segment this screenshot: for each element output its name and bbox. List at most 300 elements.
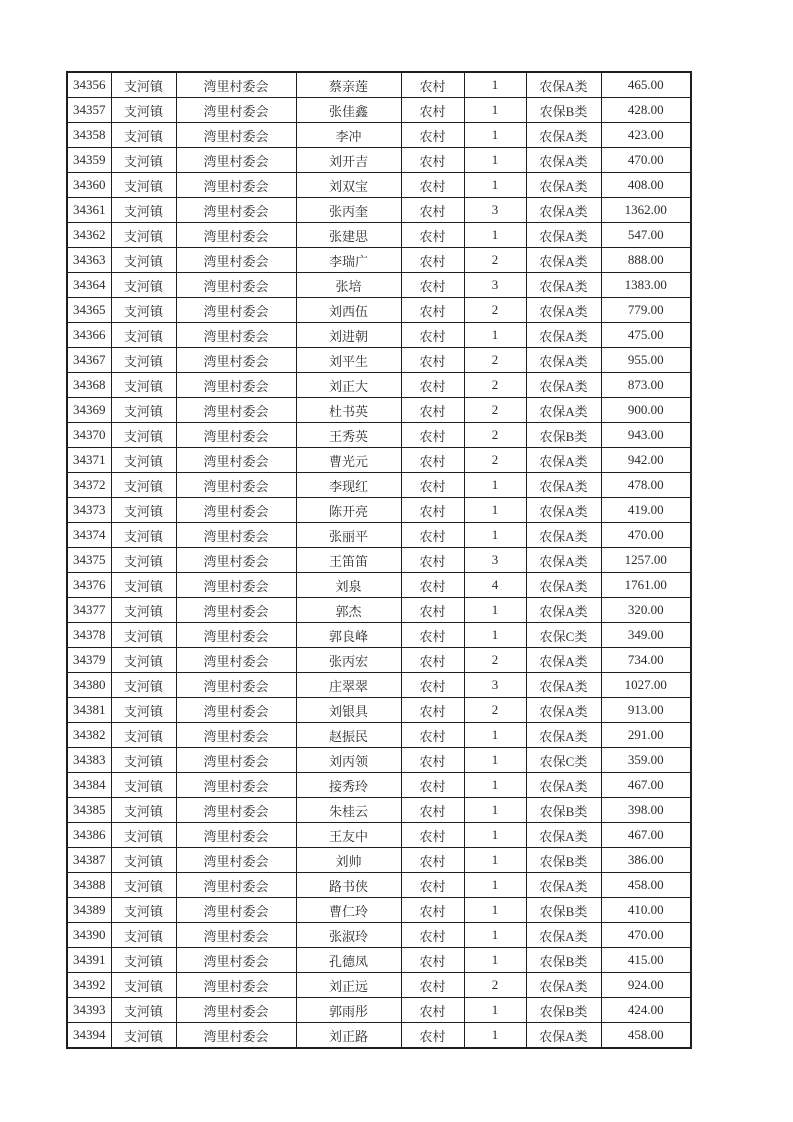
cell-town: 支河镇 [111,448,176,473]
table-row [67,898,691,923]
cell-village-committee: 湾里村委会 [176,598,296,623]
cell-person-name: 刘银具 [296,698,401,723]
cell-insurance-class: 农保A类 [526,1023,601,1049]
cell-serial-number: 34392 [67,973,111,998]
table-row [67,723,691,748]
cell-village-committee: 湾里村委会 [176,923,296,948]
cell-serial-number: 34376 [67,573,111,598]
cell-insurance-class: 农保A类 [526,548,601,573]
cell-person-count: 2 [464,373,526,398]
cell-amount: 458.00 [601,1023,691,1049]
cell-insurance-class: 农保B类 [526,948,601,973]
cell-town: 支河镇 [111,623,176,648]
cell-serial-number: 34389 [67,898,111,923]
cell-serial-number: 34372 [67,473,111,498]
cell-person-count: 1 [464,873,526,898]
cell-household-type: 农村 [401,198,464,223]
table-row [67,348,691,373]
table-row [67,373,691,398]
cell-amount: 467.00 [601,823,691,848]
cell-person-count: 1 [464,148,526,173]
cell-person-count: 2 [464,973,526,998]
cell-insurance-class: 农保B类 [526,798,601,823]
cell-household-type: 农村 [401,598,464,623]
cell-serial-number: 34367 [67,348,111,373]
cell-serial-number: 34361 [67,198,111,223]
cell-insurance-class: 农保A类 [526,673,601,698]
cell-town: 支河镇 [111,72,176,98]
cell-amount: 1257.00 [601,548,691,573]
cell-person-count: 1 [464,498,526,523]
cell-person-name: 接秀玲 [296,773,401,798]
cell-person-count: 1 [464,223,526,248]
cell-amount: 943.00 [601,423,691,448]
cell-amount: 465.00 [601,72,691,98]
cell-person-name: 刘正远 [296,973,401,998]
cell-serial-number: 34363 [67,248,111,273]
cell-serial-number: 34373 [67,498,111,523]
cell-town: 支河镇 [111,398,176,423]
cell-person-name: 刘丙领 [296,748,401,773]
cell-person-count: 1 [464,923,526,948]
cell-person-count: 1 [464,173,526,198]
cell-person-count: 2 [464,298,526,323]
cell-town: 支河镇 [111,348,176,373]
table-row [67,948,691,973]
table-row [67,498,691,523]
cell-person-name: 李瑞广 [296,248,401,273]
cell-town: 支河镇 [111,648,176,673]
table-row [67,273,691,298]
cell-household-type: 农村 [401,848,464,873]
table-row [67,923,691,948]
cell-insurance-class: 农保A类 [526,723,601,748]
cell-amount: 888.00 [601,248,691,273]
cell-household-type: 农村 [401,248,464,273]
cell-town: 支河镇 [111,773,176,798]
cell-person-count: 2 [464,423,526,448]
cell-serial-number: 34387 [67,848,111,873]
cell-household-type: 农村 [401,923,464,948]
cell-household-type: 农村 [401,448,464,473]
cell-village-committee: 湾里村委会 [176,123,296,148]
cell-amount: 734.00 [601,648,691,673]
cell-person-name: 陈开亮 [296,498,401,523]
cell-town: 支河镇 [111,598,176,623]
cell-insurance-class: 农保A类 [526,923,601,948]
cell-village-committee: 湾里村委会 [176,948,296,973]
table-row [67,523,691,548]
cell-household-type: 农村 [401,298,464,323]
cell-amount: 1027.00 [601,673,691,698]
cell-village-committee: 湾里村委会 [176,348,296,373]
cell-town: 支河镇 [111,373,176,398]
table-row [67,673,691,698]
cell-serial-number: 34378 [67,623,111,648]
cell-household-type: 农村 [401,948,464,973]
cell-village-committee: 湾里村委会 [176,798,296,823]
cell-household-type: 农村 [401,548,464,573]
cell-town: 支河镇 [111,698,176,723]
cell-insurance-class: 农保A类 [526,348,601,373]
cell-person-count: 1 [464,98,526,123]
cell-insurance-class: 农保A类 [526,223,601,248]
table-row [67,398,691,423]
cell-household-type: 农村 [401,873,464,898]
cell-household-type: 农村 [401,98,464,123]
cell-village-committee: 湾里村委会 [176,748,296,773]
cell-person-name: 杜书英 [296,398,401,423]
cell-village-committee: 湾里村委会 [176,473,296,498]
table-row [67,98,691,123]
cell-person-count: 1 [464,623,526,648]
cell-person-count: 1 [464,948,526,973]
cell-serial-number: 34371 [67,448,111,473]
cell-amount: 924.00 [601,973,691,998]
cell-village-committee: 湾里村委会 [176,823,296,848]
table-row [67,823,691,848]
cell-village-committee: 湾里村委会 [176,698,296,723]
cell-household-type: 农村 [401,173,464,198]
cell-household-type: 农村 [401,673,464,698]
cell-insurance-class: 农保A类 [526,398,601,423]
cell-village-committee: 湾里村委会 [176,72,296,98]
table-row [67,648,691,673]
cell-amount: 942.00 [601,448,691,473]
cell-village-committee: 湾里村委会 [176,773,296,798]
cell-person-count: 2 [464,248,526,273]
cell-town: 支河镇 [111,548,176,573]
cell-serial-number: 34393 [67,998,111,1023]
cell-village-committee: 湾里村委会 [176,398,296,423]
cell-town: 支河镇 [111,998,176,1023]
cell-person-name: 蔡亲莲 [296,72,401,98]
cell-village-committee: 湾里村委会 [176,723,296,748]
cell-insurance-class: 农保A类 [526,72,601,98]
cell-serial-number: 34370 [67,423,111,448]
table-row [67,173,691,198]
cell-person-count: 1 [464,998,526,1023]
cell-serial-number: 34386 [67,823,111,848]
table-row [67,848,691,873]
cell-insurance-class: 农保B类 [526,848,601,873]
cell-amount: 913.00 [601,698,691,723]
cell-village-committee: 湾里村委会 [176,148,296,173]
cell-amount: 900.00 [601,398,691,423]
cell-amount: 955.00 [601,348,691,373]
cell-insurance-class: 农保A类 [526,573,601,598]
cell-insurance-class: 农保B类 [526,898,601,923]
cell-person-count: 1 [464,898,526,923]
cell-serial-number: 34366 [67,323,111,348]
cell-village-committee: 湾里村委会 [176,623,296,648]
cell-village-committee: 湾里村委会 [176,223,296,248]
table-row [67,473,691,498]
cell-person-name: 刘正大 [296,373,401,398]
cell-town: 支河镇 [111,223,176,248]
cell-amount: 779.00 [601,298,691,323]
cell-person-count: 1 [464,323,526,348]
cell-person-count: 2 [464,698,526,723]
cell-amount: 320.00 [601,598,691,623]
cell-serial-number: 34384 [67,773,111,798]
cell-serial-number: 34380 [67,673,111,698]
cell-town: 支河镇 [111,148,176,173]
cell-insurance-class: 农保A类 [526,198,601,223]
cell-person-name: 王秀英 [296,423,401,448]
cell-town: 支河镇 [111,898,176,923]
cell-town: 支河镇 [111,323,176,348]
cell-amount: 428.00 [601,98,691,123]
cell-insurance-class: 农保A类 [526,448,601,473]
cell-person-count: 3 [464,673,526,698]
cell-amount: 470.00 [601,148,691,173]
cell-household-type: 农村 [401,123,464,148]
cell-amount: 359.00 [601,748,691,773]
cell-person-name: 李现红 [296,473,401,498]
cell-amount: 424.00 [601,998,691,1023]
cell-town: 支河镇 [111,923,176,948]
cell-serial-number: 34356 [67,72,111,98]
cell-person-count: 1 [464,798,526,823]
table-row [67,323,691,348]
cell-town: 支河镇 [111,873,176,898]
cell-town: 支河镇 [111,948,176,973]
cell-insurance-class: 农保A类 [526,373,601,398]
cell-village-committee: 湾里村委会 [176,273,296,298]
cell-person-name: 刘正路 [296,1023,401,1049]
cell-town: 支河镇 [111,498,176,523]
cell-amount: 415.00 [601,948,691,973]
table-row [67,248,691,273]
cell-household-type: 农村 [401,72,464,98]
cell-household-type: 农村 [401,773,464,798]
cell-amount: 408.00 [601,173,691,198]
cell-person-name: 张丙宏 [296,648,401,673]
cell-person-count: 1 [464,823,526,848]
cell-serial-number: 34374 [67,523,111,548]
cell-person-name: 刘帅 [296,848,401,873]
cell-town: 支河镇 [111,798,176,823]
cell-insurance-class: 农保A类 [526,123,601,148]
table-row [67,773,691,798]
cell-village-committee: 湾里村委会 [176,448,296,473]
cell-town: 支河镇 [111,1023,176,1049]
cell-household-type: 农村 [401,473,464,498]
cell-serial-number: 34362 [67,223,111,248]
table-row [67,698,691,723]
table-row [67,123,691,148]
cell-household-type: 农村 [401,973,464,998]
cell-amount: 470.00 [601,923,691,948]
cell-amount: 349.00 [601,623,691,648]
cell-person-name: 王笛笛 [296,548,401,573]
table-row [67,148,691,173]
cell-household-type: 农村 [401,423,464,448]
cell-town: 支河镇 [111,123,176,148]
cell-serial-number: 34394 [67,1023,111,1049]
cell-person-name: 曹仁玲 [296,898,401,923]
cell-amount: 1383.00 [601,273,691,298]
cell-amount: 1362.00 [601,198,691,223]
cell-village-committee: 湾里村委会 [176,373,296,398]
cell-person-name: 张淑玲 [296,923,401,948]
cell-serial-number: 34368 [67,373,111,398]
cell-village-committee: 湾里村委会 [176,498,296,523]
cell-town: 支河镇 [111,98,176,123]
cell-amount: 386.00 [601,848,691,873]
cell-town: 支河镇 [111,423,176,448]
cell-village-committee: 湾里村委会 [176,848,296,873]
cell-serial-number: 34359 [67,148,111,173]
cell-amount: 547.00 [601,223,691,248]
cell-serial-number: 34358 [67,123,111,148]
table-row [67,998,691,1023]
cell-person-name: 刘平生 [296,348,401,373]
cell-amount: 467.00 [601,773,691,798]
cell-person-name: 王友中 [296,823,401,848]
cell-household-type: 农村 [401,273,464,298]
cell-insurance-class: 农保C类 [526,748,601,773]
table-row [67,298,691,323]
cell-village-committee: 湾里村委会 [176,98,296,123]
cell-person-count: 3 [464,548,526,573]
cell-household-type: 农村 [401,823,464,848]
cell-person-count: 2 [464,398,526,423]
cell-village-committee: 湾里村委会 [176,873,296,898]
cell-person-name: 孔德凤 [296,948,401,973]
cell-person-count: 1 [464,848,526,873]
cell-town: 支河镇 [111,823,176,848]
cell-serial-number: 34381 [67,698,111,723]
cell-village-committee: 湾里村委会 [176,548,296,573]
cell-village-committee: 湾里村委会 [176,973,296,998]
cell-insurance-class: 农保A类 [526,273,601,298]
cell-amount: 419.00 [601,498,691,523]
cell-insurance-class: 农保A类 [526,823,601,848]
cell-town: 支河镇 [111,248,176,273]
cell-person-count: 1 [464,773,526,798]
cell-person-count: 1 [464,123,526,148]
cell-amount: 291.00 [601,723,691,748]
cell-amount: 423.00 [601,123,691,148]
cell-household-type: 农村 [401,998,464,1023]
cell-household-type: 农村 [401,898,464,923]
cell-village-committee: 湾里村委会 [176,523,296,548]
table-row [67,548,691,573]
cell-serial-number: 34385 [67,798,111,823]
cell-person-name: 张建思 [296,223,401,248]
cell-person-count: 2 [464,448,526,473]
cell-insurance-class: 农保A类 [526,323,601,348]
cell-person-name: 刘泉 [296,573,401,598]
cell-person-name: 李冲 [296,123,401,148]
cell-household-type: 农村 [401,623,464,648]
cell-village-committee: 湾里村委会 [176,1023,296,1049]
cell-insurance-class: 农保A类 [526,973,601,998]
cell-person-count: 1 [464,72,526,98]
cell-person-count: 4 [464,573,526,598]
cell-insurance-class: 农保B类 [526,423,601,448]
cell-village-committee: 湾里村委会 [176,648,296,673]
cell-person-name: 张丽平 [296,523,401,548]
cell-amount: 475.00 [601,323,691,348]
table-row [67,72,691,98]
table-row [67,798,691,823]
cell-person-count: 2 [464,648,526,673]
table-row [67,598,691,623]
table-row [67,423,691,448]
cell-household-type: 农村 [401,1023,464,1049]
cell-amount: 478.00 [601,473,691,498]
pension-roster-table [66,71,692,1049]
cell-insurance-class: 农保B类 [526,98,601,123]
cell-household-type: 农村 [401,498,464,523]
cell-insurance-class: 农保A类 [526,173,601,198]
cell-person-name: 刘西伍 [296,298,401,323]
cell-serial-number: 34357 [67,98,111,123]
cell-person-name: 朱桂云 [296,798,401,823]
table-row [67,223,691,248]
cell-serial-number: 34375 [67,548,111,573]
cell-household-type: 农村 [401,523,464,548]
cell-person-count: 1 [464,523,526,548]
cell-insurance-class: 农保A类 [526,598,601,623]
cell-person-name: 赵振民 [296,723,401,748]
cell-insurance-class: 农保A类 [526,498,601,523]
cell-insurance-class: 农保A类 [526,873,601,898]
cell-household-type: 农村 [401,398,464,423]
cell-person-name: 路书侠 [296,873,401,898]
cell-town: 支河镇 [111,473,176,498]
table-row [67,448,691,473]
cell-person-name: 郭雨彤 [296,998,401,1023]
table-row [67,623,691,648]
cell-person-count: 2 [464,348,526,373]
cell-person-name: 张佳鑫 [296,98,401,123]
cell-person-count: 1 [464,473,526,498]
table-row [67,198,691,223]
cell-person-name: 郭良峰 [296,623,401,648]
cell-serial-number: 34377 [67,598,111,623]
cell-person-count: 3 [464,198,526,223]
cell-town: 支河镇 [111,198,176,223]
cell-serial-number: 34360 [67,173,111,198]
cell-town: 支河镇 [111,973,176,998]
cell-town: 支河镇 [111,673,176,698]
table-row [67,573,691,598]
cell-household-type: 农村 [401,373,464,398]
cell-insurance-class: 农保A类 [526,298,601,323]
cell-household-type: 农村 [401,798,464,823]
cell-household-type: 农村 [401,348,464,373]
cell-insurance-class: 农保B类 [526,998,601,1023]
cell-village-committee: 湾里村委会 [176,898,296,923]
cell-person-name: 张培 [296,273,401,298]
cell-insurance-class: 农保C类 [526,623,601,648]
cell-insurance-class: 农保A类 [526,248,601,273]
cell-insurance-class: 农保A类 [526,648,601,673]
cell-village-committee: 湾里村委会 [176,998,296,1023]
cell-person-count: 1 [464,598,526,623]
cell-town: 支河镇 [111,523,176,548]
cell-household-type: 农村 [401,148,464,173]
table-row [67,873,691,898]
cell-village-committee: 湾里村委会 [176,248,296,273]
cell-household-type: 农村 [401,223,464,248]
cell-person-count: 3 [464,273,526,298]
cell-household-type: 农村 [401,573,464,598]
